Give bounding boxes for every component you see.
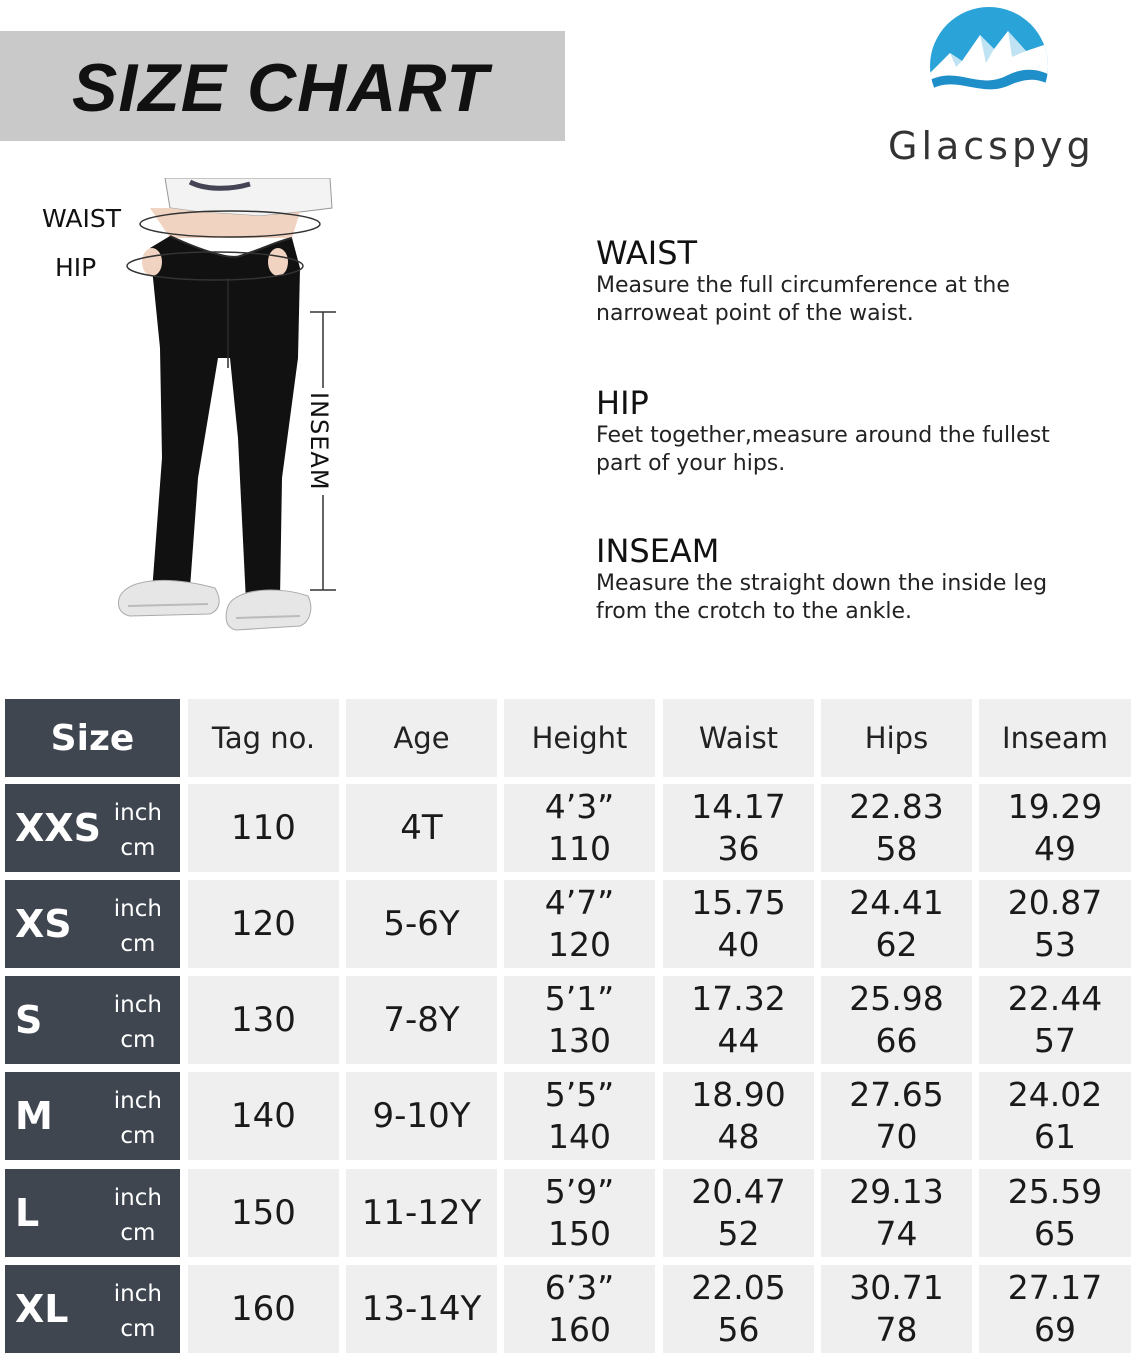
waist-cm-value: 52 [717, 1214, 760, 1253]
height-cm-value: 120 [548, 925, 611, 964]
hips-cm-value: 78 [875, 1310, 918, 1349]
age-value: 9-10Y [372, 1096, 471, 1136]
unit-labels [114, 988, 162, 1058]
size-cell [5, 880, 180, 968]
hips-cell [821, 1072, 972, 1160]
waist-cell [663, 784, 814, 872]
unit-cm: cm [120, 835, 156, 861]
brand-name: Glacspyg [888, 124, 1095, 168]
inseam-inch-value: 19.29 [1007, 787, 1103, 826]
unit-labels [114, 1277, 162, 1347]
waist-cm-value: 40 [717, 925, 760, 964]
size-cell [5, 784, 180, 872]
age-cell [346, 880, 497, 968]
unit-cm: cm [120, 1316, 156, 1342]
waist-cm-value: 56 [717, 1310, 760, 1349]
waist-inch-value: 20.47 [691, 1172, 786, 1211]
age-cell [346, 1169, 497, 1257]
inseam-cm-value: 49 [1034, 829, 1076, 868]
waist-cm-value: 44 [717, 1021, 760, 1060]
unit-labels [114, 892, 162, 962]
hips-cm-value: 58 [875, 829, 918, 868]
inseam-cm-value: 57 [1034, 1021, 1076, 1060]
hips-inch-value: 29.13 [849, 1172, 944, 1211]
inseam-cm-value: 53 [1034, 925, 1076, 964]
hips-cm-value: 62 [875, 925, 918, 964]
header-height-label: Height [531, 721, 628, 755]
waist-heading: WAIST [596, 234, 698, 272]
inseam-inch-value: 24.02 [1007, 1075, 1103, 1114]
inseam-instructions [596, 534, 1116, 626]
size-cell [5, 1265, 180, 1353]
waist-desc-line1: Measure the full circumference at the [596, 273, 1010, 298]
inseam-desc-line2: from the crotch to the ankle. [596, 599, 913, 624]
waist-inch-value: 18.90 [691, 1075, 786, 1114]
hips-inch-value: 25.98 [849, 979, 944, 1018]
inseam-cell [979, 976, 1131, 1064]
header-age [346, 699, 497, 777]
tag-value: 110 [231, 808, 296, 848]
unit-labels [114, 1084, 162, 1154]
hips-cm-value: 70 [875, 1117, 918, 1156]
hip-label: HIP [55, 253, 97, 282]
waist-cell [663, 880, 814, 968]
inseam-cm-value: 65 [1034, 1214, 1076, 1253]
header-inseam [979, 699, 1131, 777]
hips-inch-value: 30.71 [849, 1268, 944, 1307]
waist-cell [663, 1072, 814, 1160]
inseam-cell [979, 784, 1131, 872]
hip-desc-line2: part of your hips. [596, 451, 786, 476]
waist-inch-value: 15.75 [691, 883, 786, 922]
inseam-cell [979, 1169, 1131, 1257]
header-hips [821, 699, 972, 777]
size-cell [5, 1072, 180, 1160]
unit-inch: inch [113, 800, 162, 826]
size-label: L [15, 1191, 40, 1235]
tag-value: 160 [231, 1289, 296, 1329]
age-value: 11-12Y [361, 1193, 482, 1233]
tag-cell [188, 1072, 339, 1160]
hips-cm-value: 66 [875, 1021, 918, 1060]
waist-cm-value: 48 [717, 1117, 760, 1156]
age-cell [346, 1265, 497, 1353]
age-value: 4T [400, 808, 443, 848]
size-label: XXS [15, 806, 101, 850]
hips-cell [821, 784, 972, 872]
waist-inch-value: 22.05 [691, 1268, 786, 1307]
age-cell [346, 976, 497, 1064]
hip-heading: HIP [596, 384, 649, 422]
unit-inch: inch [113, 1185, 162, 1211]
height-cell [504, 1072, 655, 1160]
inseam-inch-value: 25.59 [1007, 1172, 1103, 1211]
age-value: 5-6Y [383, 904, 460, 944]
waist-cm-value: 36 [717, 829, 760, 868]
size-label: XL [15, 1287, 69, 1331]
tag-value: 140 [231, 1096, 296, 1136]
hips-cell [821, 1265, 972, 1353]
unit-inch: inch [113, 1088, 162, 1114]
hips-cell [821, 976, 972, 1064]
size-label: M [15, 1094, 53, 1138]
waist-instructions [596, 236, 1116, 328]
age-cell [346, 784, 497, 872]
height-inch-value: 6’3” [544, 1268, 615, 1307]
header-waist-label: Waist [698, 721, 779, 755]
waist-cell [663, 976, 814, 1064]
waist-cell [663, 1169, 814, 1257]
header-age-label: Age [393, 721, 450, 755]
height-inch-value: 4’7” [544, 883, 615, 922]
waist-cell [663, 1265, 814, 1353]
inseam-cell [979, 1072, 1131, 1160]
hips-cm-value: 74 [875, 1214, 918, 1253]
inseam-inch-value: 27.17 [1007, 1268, 1103, 1307]
unit-labels [114, 796, 162, 866]
waist-inch-value: 17.32 [691, 979, 786, 1018]
inseam-cell [979, 1265, 1131, 1353]
hips-inch-value: 22.83 [849, 787, 944, 826]
height-inch-value: 5’1” [544, 979, 615, 1018]
height-cell [504, 1265, 655, 1353]
waist-desc-line2: narroweat point of the waist. [596, 301, 914, 326]
unit-inch: inch [113, 992, 162, 1018]
unit-cm: cm [120, 931, 156, 957]
hips-inch-value: 27.65 [849, 1075, 944, 1114]
tag-value: 130 [231, 1000, 296, 1040]
header-size-label: Size [50, 717, 135, 759]
waist-inch-value: 14.17 [691, 787, 786, 826]
inseam-cm-value: 69 [1034, 1310, 1076, 1349]
tag-cell [188, 1169, 339, 1257]
header-hips-label: Hips [864, 721, 929, 755]
inseam-cm-value: 61 [1034, 1117, 1076, 1156]
header-waist [663, 699, 814, 777]
height-inch-value: 5’9” [544, 1172, 615, 1211]
size-cell [5, 976, 180, 1064]
inseam-inch-value: 22.44 [1007, 979, 1103, 1018]
header-size [5, 699, 180, 777]
size-label: S [15, 998, 43, 1042]
unit-inch: inch [113, 896, 162, 922]
inseam-label: INSEAM [305, 388, 333, 495]
height-cell [504, 880, 655, 968]
height-cell [504, 784, 655, 872]
age-value: 13-14Y [361, 1289, 482, 1329]
header-tag [188, 699, 339, 777]
height-cm-value: 130 [548, 1021, 611, 1060]
hips-cell [821, 1169, 972, 1257]
tag-cell [188, 976, 339, 1064]
mountain-logo-icon [928, 5, 1050, 127]
unit-cm: cm [120, 1027, 156, 1053]
tag-value: 120 [231, 904, 296, 944]
size-label: XS [15, 902, 72, 946]
height-cell [504, 1169, 655, 1257]
inseam-inch-value: 20.87 [1007, 883, 1103, 922]
header-inseam-label: Inseam [1002, 721, 1108, 755]
age-cell [346, 1072, 497, 1160]
tag-value: 150 [231, 1193, 296, 1233]
tag-cell [188, 880, 339, 968]
height-cm-value: 150 [548, 1214, 611, 1253]
tag-cell [188, 1265, 339, 1353]
header-tag-label: Tag no. [211, 721, 316, 755]
height-cm-value: 110 [548, 829, 611, 868]
age-value: 7-8Y [383, 1000, 460, 1040]
unit-inch: inch [113, 1281, 162, 1307]
tag-cell [188, 784, 339, 872]
title-banner [0, 31, 565, 141]
page-title: SIZE CHART [72, 50, 489, 126]
height-cell [504, 976, 655, 1064]
inseam-desc-line1: Measure the straight down the inside leg [596, 571, 1048, 596]
size-cell [5, 1169, 180, 1257]
unit-cm: cm [120, 1123, 156, 1149]
header-height [504, 699, 655, 777]
inseam-heading: INSEAM [596, 532, 720, 570]
unit-cm: cm [120, 1220, 156, 1246]
unit-labels [114, 1181, 162, 1251]
hip-instructions [596, 386, 1116, 478]
height-inch-value: 4’3” [544, 787, 615, 826]
height-cm-value: 160 [548, 1310, 611, 1349]
hip-desc-line1: Feet together,measure around the fullest [596, 423, 1050, 448]
waist-label: WAIST [42, 204, 121, 233]
height-inch-value: 5’5” [544, 1075, 615, 1114]
inseam-cell [979, 880, 1131, 968]
hips-inch-value: 24.41 [849, 883, 944, 922]
height-cm-value: 140 [548, 1117, 611, 1156]
hips-cell [821, 880, 972, 968]
